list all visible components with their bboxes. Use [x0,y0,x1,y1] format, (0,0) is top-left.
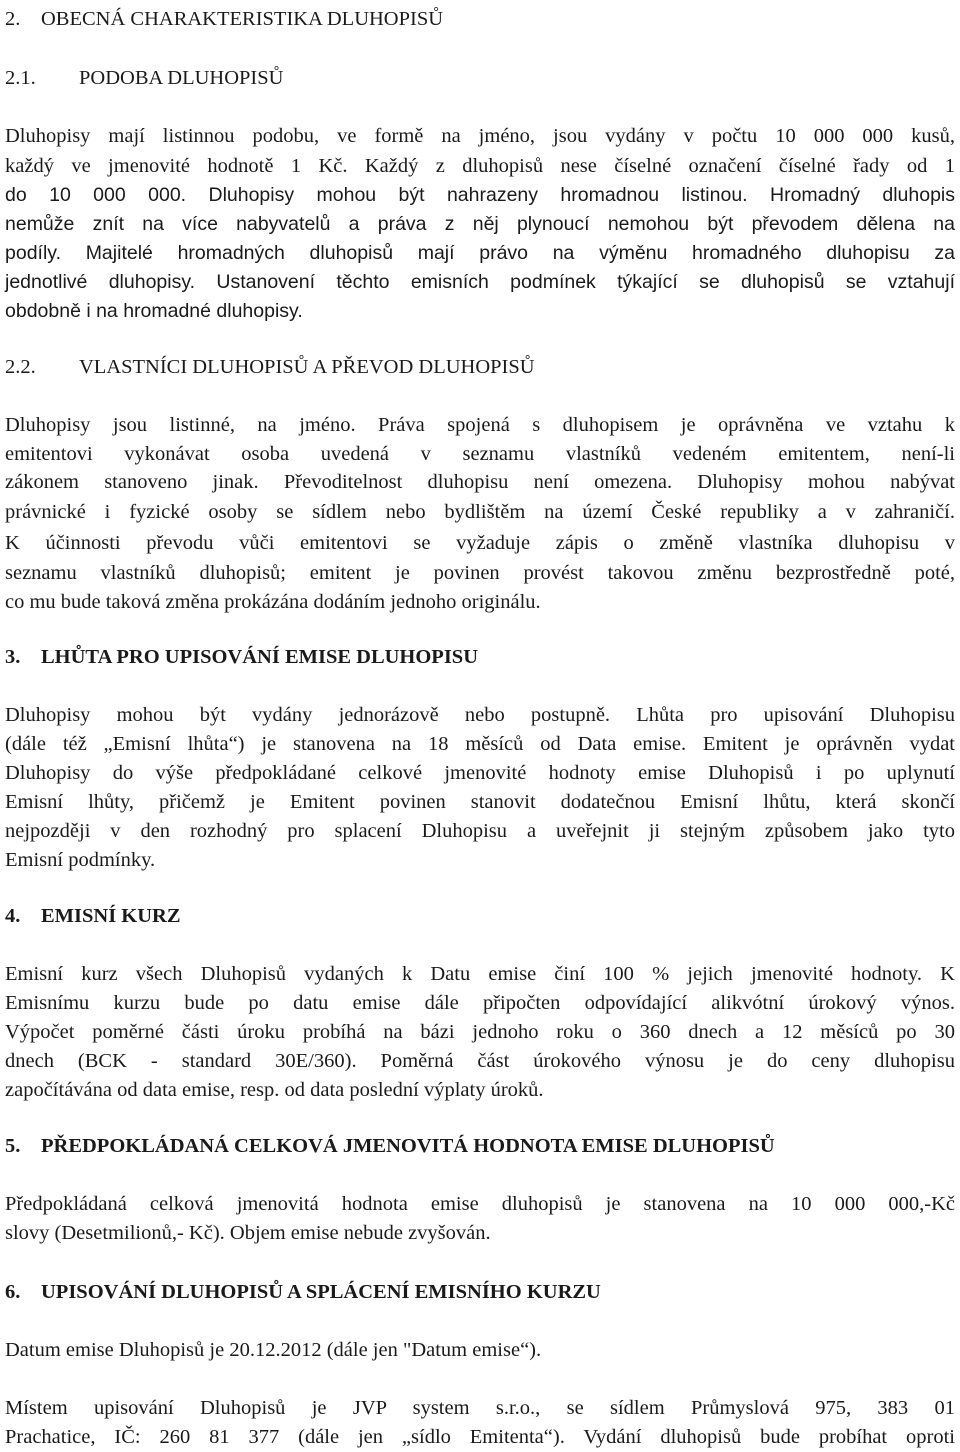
section-title: LHŮTA PRO UPISOVÁNÍ EMISE DLUHOPISU [41,646,479,668]
paragraph-line: Datum emise Dluhopisů je 20.12.2012 (dále jen "Datum emise“). [5,1339,542,1361]
paragraph-line: seznamu vlastníků dluhopisů; emitent je povinen provést takovou změnu bezprostředně poté, [5,562,955,584]
paragraph-line: podíly. Majitelé hromadných dluhopisů mají právo na výměnu hromadného dluhopisu za [5,242,955,264]
section-title: PODOBA DLUHOPISŮ [79,67,284,89]
section-number: 3. [5,646,21,668]
section-number: 6. [5,1281,21,1303]
paragraph-line: každý ve jmenovité hodnotě 1 Kč. Každý z dluhopisů nese číselné označení číselné řady od 1 [5,155,955,177]
section-title: VLASTNÍCI DLUHOPISŮ A PŘEVOD DLUHOPISŮ [79,356,535,378]
paragraph-line: co mu bude taková změna prokázána dodáním jednoho originálu. [5,591,541,613]
paragraph-line: Emisní kurz všech Dluhopisů vydaných k Datu emise činí 100 % jejich jmenovité hodnoty. K [5,963,955,985]
section-3-heading [5,645,955,669]
paragraph-line: Předpokládaná celková jmenovitá hodnota emise dluhopisů je stanovena na 10 000 000,-Kč [5,1193,955,1215]
section-2-heading [5,7,955,31]
paragraph-line: nemůže znít na více nabyvatelů a práva z něj plynoucí nemohou být převodem dělena na [5,213,955,235]
paragraph-line: zákonem stanoveno jinak. Převoditelnost dluhopisu není omezena. Dluhopisy mohou nabývat [5,471,955,493]
paragraph-line: Dluhopisy mohou být vydány jednorázově nebo postupně. Lhůta pro upisování Dluhopisu [5,704,955,726]
section-number: 5. [5,1135,21,1157]
section-number: 2.2. [5,356,36,378]
section-6-heading [5,1280,955,1304]
paragraph-line: Dluhopisy do výše předpokládané celkové jmenovité hodnoty emise Dluhopisů i po uplynutí [5,762,955,784]
paragraph-line: do 10 000 000. Dluhopisy mohou být nahrazeny hromadnou listinou. Hromadný dluhopis [5,184,955,206]
section-2-1-heading [5,66,955,90]
paragraph-line: K účinnosti převodu vůči emitentovi se vyžaduje zápis o změně vlastníka dluhopisu v [5,532,955,554]
section-title: PŘEDPOKLÁDANÁ CELKOVÁ JMENOVITÁ HODNOTA EMISE DLUHOPISŮ [41,1135,775,1157]
paragraph-line: Místem upisování Dluhopisů je JVP system s.r.o., se sídlem Průmyslová 975, 383 01 [5,1397,955,1419]
section-number: 4. [5,905,21,927]
paragraph-line: emitentovi vykonávat osoba uvedená v seznamu vlastníků vedeném emitentem, není-li [5,443,955,465]
section-title: OBECNÁ CHARAKTERISTIKA DLUHOPISŮ [41,8,444,30]
section-5-heading [5,1134,955,1158]
section-2-2-heading [5,355,955,379]
paragraph-line: obdobně i na hromadné dluhopisy. [5,300,303,322]
paragraph-line: jednotlivé dluhopisy. Ustanovení těchto emisních podmínek týkající se dluhopisů se vztahují [5,271,955,293]
section-title: UPISOVÁNÍ DLUHOPISŮ A SPLÁCENÍ EMISNÍHO KURZU [41,1281,601,1303]
section-number: 2. [5,8,21,30]
paragraph-line: Emisní lhůty, přičemž je Emitent povinen stanovit dodatečnou Emisní lhůtu, která skončí [5,791,955,813]
paragraph-line: Prachatice, IČ: 260 81 377 (dále jen „sídlo Emitenta“). Vydání dluhopisů bude probíhat oproti [5,1426,955,1448]
paragraph-line: započítávána od data emise, resp. od data poslední výplaty úroků. [5,1079,544,1101]
paragraph-line: Dluhopisy mají listinnou podobu, ve formě na jméno, jsou vydány v počtu 10 000 000 kusů, [5,125,955,147]
paragraph-line: dnech (BCK - standard 30E/360). Poměrná část úrokového výnosu je do ceny dluhopisu [5,1050,955,1072]
paragraph-line: Výpočet poměrné části úroku probíhá na bázi jednoho roku o 360 dnech a 12 měsíců po 30 [5,1021,955,1043]
paragraph-line: Dluhopisy jsou listinné, na jméno. Práva spojená s dluhopisem je oprávněna ve vztahu k [5,414,955,436]
section-title: EMISNÍ KURZ [41,905,181,927]
section-number: 2.1. [5,67,36,89]
section-4-heading [5,904,955,928]
paragraph-line: nejpozději v den rozhodný pro splacení Dluhopisu a uveřejnit ji stejným způsobem jako tyto [5,820,955,842]
paragraph-line: slovy (Desetmilionů,- Kč). Objem emise nebude zvyšován. [5,1222,491,1244]
paragraph-line: (dále též „Emisní lhůta“) je stanovena na 18 měsíců od Data emise. Emitent je oprávněn vydat [5,733,955,755]
paragraph-line: právnické i fyzické osoby se sídlem nebo bydlištěm na území České republiky a v zahraničí. [5,501,955,523]
paragraph-line: Emisní podmínky. [5,849,156,871]
paragraph-line: Emisnímu kurzu bude po datu emise dále připočten odpovídající alikvótní úrokový výnos. [5,992,955,1014]
